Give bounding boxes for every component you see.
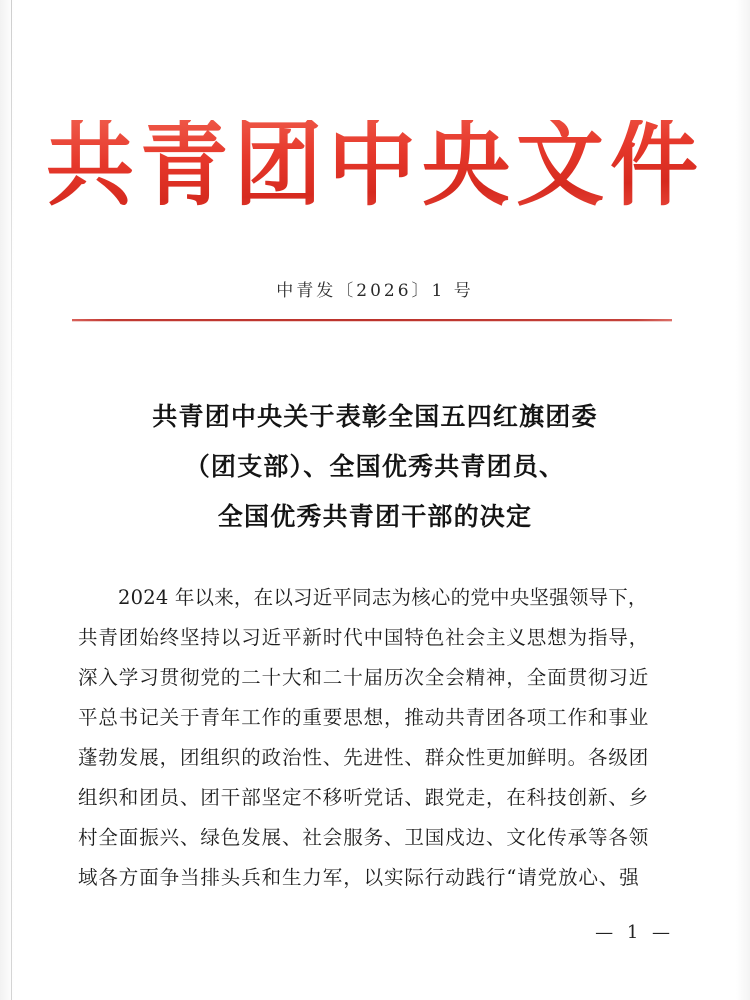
title-line-2: （团支部）、全国优秀共青团员、	[184, 452, 566, 481]
body-line-7: 村全面振兴、绿色发展、社会服务、卫国戍边、文化传承等各领	[78, 826, 650, 849]
masthead	[0, 114, 750, 218]
red-divider-rule	[72, 319, 672, 321]
body-line-1: 2024 年以来，在以习近平同志为核心的党中央坚强领导下，	[118, 586, 648, 609]
body-line-8: 域各方面争当排头兵和生力军，以实际行动践行“请党放心、强	[78, 866, 640, 889]
masthead-title: 共青团中央文件	[45, 114, 704, 218]
body-text	[78, 578, 674, 898]
document-number: 中青发〔2026〕1 号	[276, 281, 474, 301]
title-line-1: 共青团中央关于表彰全国五四红旗团委	[152, 402, 598, 431]
body-line-3: 深入学习贯彻党的二十大和二十届历次全会精神，全面贯彻习近	[78, 666, 650, 689]
page-number: — 1 —	[595, 922, 674, 943]
body-line-5: 蓬勃发展，团组织的政治性、先进性、群众性更加鲜明。各级团	[78, 746, 650, 769]
document-title	[75, 392, 675, 542]
body-line-6: 组织和团员、团干部坚定不移听党话、跟党走，在科技创新、乡	[78, 786, 650, 809]
body-line-2: 共青团始终坚持以习近平新时代中国特色社会主义思想为指导，	[78, 626, 650, 649]
body-line-4: 平总书记关于青年工作的重要思想，推动共青团各项工作和事业	[78, 706, 650, 729]
title-line-3: 全国优秀共青团干部的决定	[217, 502, 533, 531]
